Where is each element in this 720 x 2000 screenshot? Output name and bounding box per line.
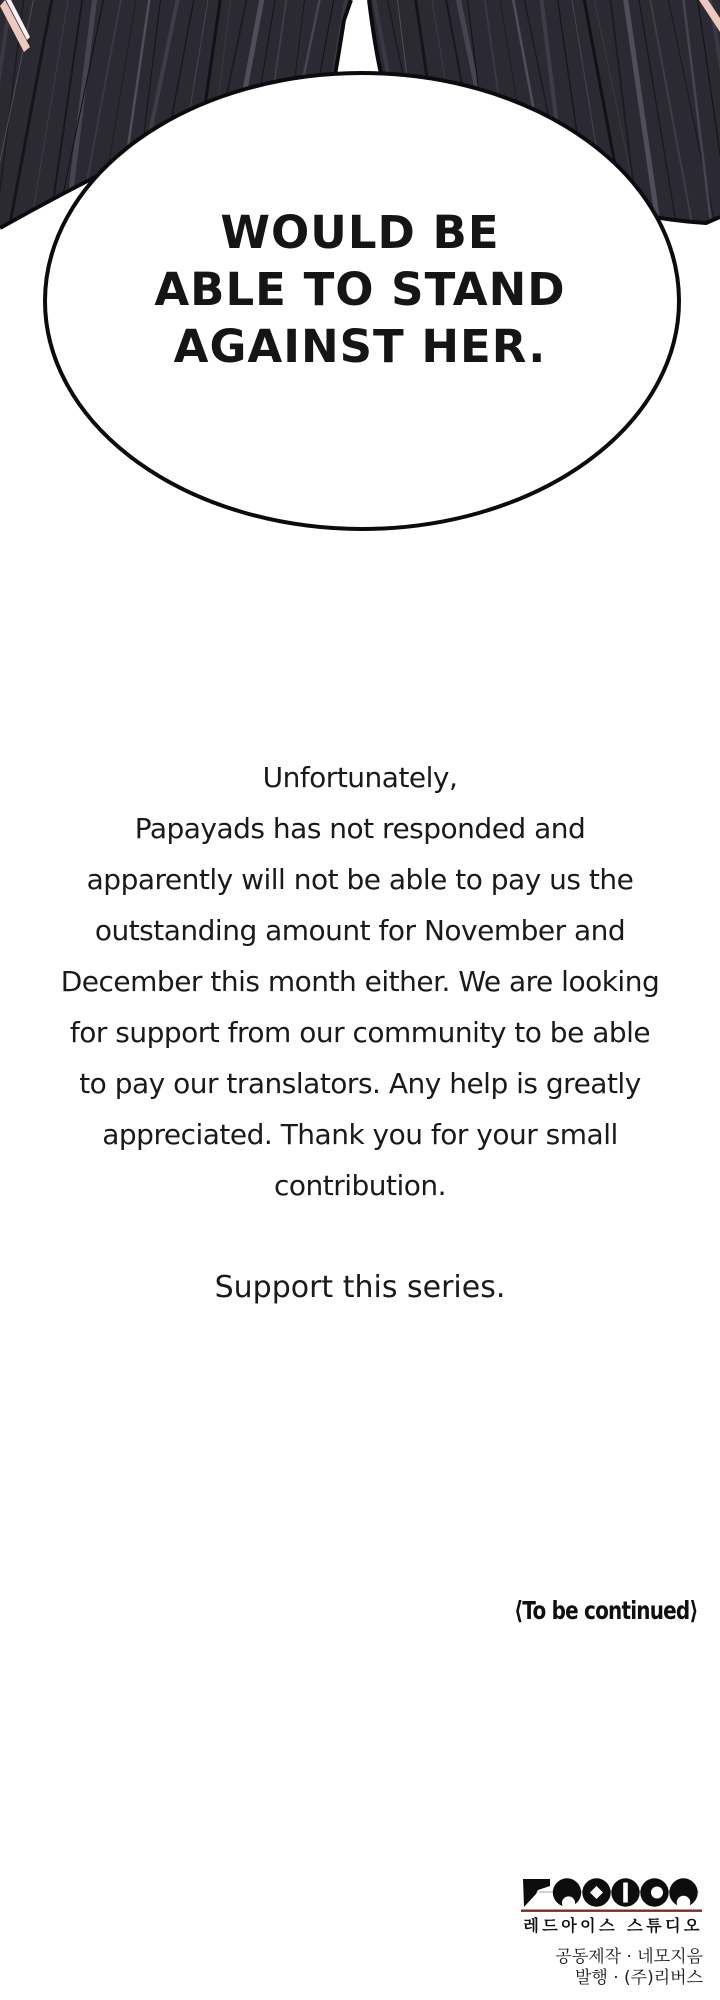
note-line: December this month either. We are looking xyxy=(60,965,660,998)
logo-letter-e1 xyxy=(553,1878,581,1909)
logo-letter-r xyxy=(523,1879,550,1907)
translator-note xyxy=(10,752,710,1211)
note-line: contribution. xyxy=(273,1169,447,1202)
bubble-line: AGAINST HER. xyxy=(173,320,547,373)
note-line: appreciated. Thank you for your small xyxy=(102,1118,618,1151)
support-series-text: Support this series. xyxy=(214,1270,506,1305)
logo-letter-d xyxy=(582,1878,610,1906)
note-line: Papayads has not responded and xyxy=(134,812,586,845)
bubble-line: ABLE TO STAND xyxy=(154,263,566,316)
logo-underline xyxy=(521,1910,702,1912)
credit-coproduction: 공동제작 · 네모지음 xyxy=(555,1947,703,1967)
logo-letter-c xyxy=(640,1878,668,1906)
note-line: outstanding amount for November and xyxy=(94,914,626,947)
studio-credits-block xyxy=(521,1876,703,1988)
to-be-continued-text: ⟨To be continued⟩ xyxy=(514,1596,698,1625)
publisher-credits xyxy=(521,1947,703,1988)
speech-bubble-text xyxy=(0,204,720,375)
logo-letter-i xyxy=(611,1878,639,1906)
credit-publisher: 발행 · (주)리버스 xyxy=(574,1967,703,1988)
redice-studio-logo xyxy=(521,1876,702,1913)
note-line: for support from our community to be able xyxy=(69,1016,651,1049)
bubble-line: WOULD BE xyxy=(220,206,500,259)
studio-name-korean: 레드아이스 스튜디오 xyxy=(523,1916,703,1935)
note-line: to pay our translators. Any help is greatly xyxy=(79,1067,641,1100)
note-line: apparently will not be able to pay us the xyxy=(86,863,634,896)
note-line: Unfortunately, xyxy=(262,761,458,794)
logo-letter-e2 xyxy=(669,1878,697,1909)
